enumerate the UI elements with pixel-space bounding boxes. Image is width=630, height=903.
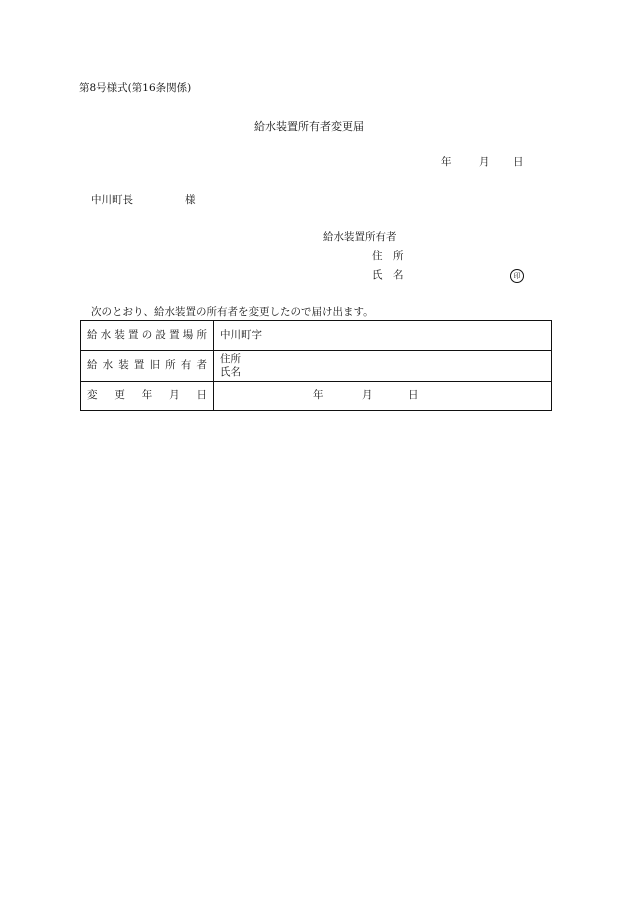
date-day-label: 日 bbox=[513, 156, 524, 168]
addressee-name: 中川町長 bbox=[91, 194, 133, 206]
change-date-label: 変更年月日 bbox=[81, 382, 214, 411]
addressee-honorific: 様 bbox=[185, 194, 196, 206]
change-table bbox=[80, 320, 552, 411]
install-location-value: 中川町字 bbox=[214, 321, 552, 351]
statement-text: 次のとおり、給水装置の所有者を変更したので届け出ます。 bbox=[91, 306, 374, 318]
former-owner-value bbox=[214, 351, 552, 382]
owner-label: 給水装置所有者 bbox=[323, 231, 397, 243]
install-location-label: 給水装置の設置場所 bbox=[81, 321, 214, 351]
date-month-label: 月 bbox=[479, 156, 490, 168]
change-date-month: 月 bbox=[362, 389, 373, 401]
table-row-install-location bbox=[81, 321, 552, 351]
table-row-former-owner bbox=[81, 351, 552, 382]
owner-name-label: 氏 名 bbox=[372, 269, 404, 281]
change-date-value bbox=[214, 382, 552, 411]
former-owner-name-label: 氏名 bbox=[220, 366, 241, 378]
document-title: 給水装置所有者変更届 bbox=[254, 120, 364, 133]
former-owner-address-label: 住所 bbox=[220, 352, 241, 365]
form-number: 第8号様式(第16条関係) bbox=[79, 82, 192, 94]
former-owner-label: 給水装置旧所有者 bbox=[81, 351, 214, 382]
change-date-year: 年 bbox=[313, 389, 324, 401]
table-row-change-date bbox=[81, 382, 552, 411]
seal-mark: 印 bbox=[510, 269, 524, 283]
change-date-day: 日 bbox=[408, 389, 419, 401]
owner-address-label: 住 所 bbox=[372, 250, 404, 262]
date-year-label: 年 bbox=[441, 156, 452, 168]
